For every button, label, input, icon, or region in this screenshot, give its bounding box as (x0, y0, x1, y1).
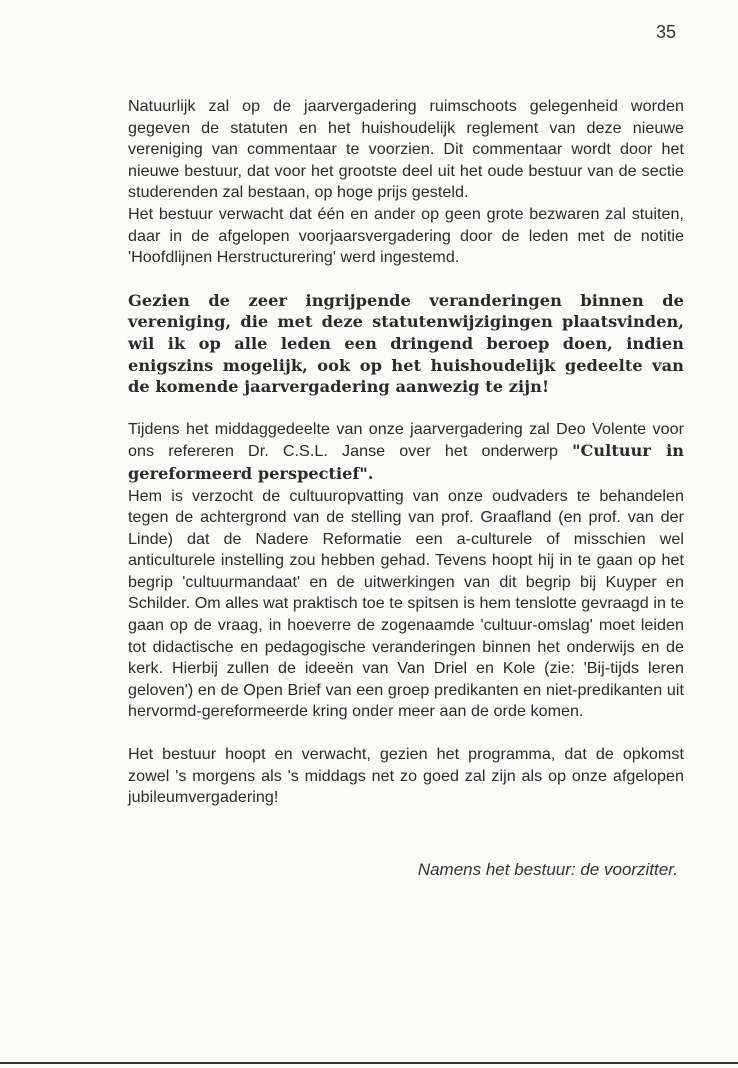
paragraph-comments: Natuurlijk zal op de jaarvergadering ruimschoots gelegenheid worden gegeven de statuten en het huishoudelijk reglement van deze nieuwe vereniging van commentaar te voorzien. Dit commentaar wordt door het nieuwe bestuur, dat voor het grootste deel uit het oude bestuur van de sectie studerenden zal bestaan, op hoge prijs gesteld. (128, 97, 684, 202)
lecture-intro-text: Tijdens het middaggedeelte van onze jaarvergadering zal Deo Volente voor ons refereren Dr. C.S.L. Janse over het onderwerp (128, 419, 684, 461)
paragraph-appeal: Gezien de zeer ingrijpende veranderingen binnen de vereniging, die met deze statutenwijzigingen plaatsvinden, wil ik op alle leden een dringend beroep doen, indien enigszins mogelijk, ook op het huishoudelijk gedeelte van de komende jaarvergadering aanwezig te zijn! (128, 290, 684, 397)
paragraph-lecture-intro (128, 419, 684, 486)
paragraph-expectation: Het bestuur verwacht dat één en ander op geen grote bezwaren zal stuiten, daar in de afgelopen voorjaarsvergadering door de leden met de notitie 'Hoofdlijnen Herstructurering' werd ingestemd. (128, 204, 684, 267)
bottom-rule (0, 1062, 738, 1064)
lecture-title: "Cultuur in gereformeerd perspectief". (128, 441, 684, 483)
signature: Namens het bestuur: de voorzitter. (417, 860, 678, 879)
spacer (128, 723, 684, 744)
spacer (128, 269, 684, 290)
page-number: 35 (656, 22, 677, 42)
document-body (128, 96, 684, 809)
paragraph-lecture-details: Hem is verzocht de cultuuropvatting van onze oudvaders te behandelen tegen de achtergrond van de stelling van prof. Graafland (en prof. van der Linde) dat de Nadere Reformatie een a-culturele of misschien wel anticulturele instelling zou hebben gehad. Tevens hoopt hij in te gaan op het begrip 'cultuurmandaat' en de uitwerkingen van dit begrip bij Kuyper en Schilder. Om alles wat praktisch toe te spitsen is hem tenslotte gevraagd in te gaan op de vraag, in hoeverre de zogenaamde 'cultuur-omslag' moet leiden tot didactische en pedagogische veranderingen binnen het onderwijs en de kerk. Hierbij zullen de ideeën van Van Driel en Kole (zie: 'Bij-tijds leren geloven') en de Open Brief van een groep predikanten en niet-predikanten uit hervormd-gereformeerde kring onder meer aan de orde komen. (128, 486, 684, 721)
paragraph-attendance: Het bestuur hoopt en verwacht, gezien het programma, dat de opkomst zowel 's morgens als 's middags net zo goed zal zijn als op onze afgelopen jubileumvergadering! (128, 745, 684, 807)
spacer (128, 398, 684, 419)
